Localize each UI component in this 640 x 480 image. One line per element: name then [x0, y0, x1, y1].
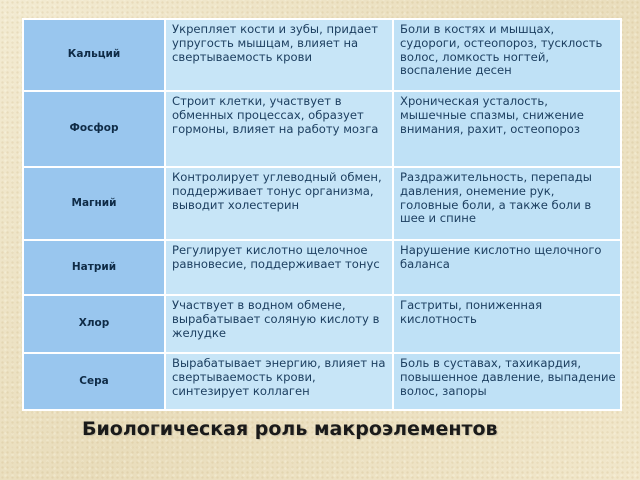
element-name: Магний: [71, 196, 117, 209]
element-name-cell: [23, 19, 165, 91]
function-cell: [165, 167, 393, 240]
deficiency-cell: [393, 353, 621, 410]
element-name: Хлор: [78, 317, 110, 330]
function-text: Участвует в водном обмене, вырабатывает соляную кислоту в желудке: [172, 298, 380, 340]
element-name: Фосфор: [69, 122, 119, 135]
function-text: Укрепляет кости и зубы, придает упругость мышцам, влияет на свертываемость крови: [172, 22, 378, 64]
deficiency-text: Гастриты, пониженная кислотность: [400, 298, 543, 326]
function-text: Строит клетки, участвует в обменных процессах, образует гормоны, влияет на работу мозга: [172, 94, 379, 136]
function-text: Вырабатывает энергию, влияет на свертываемость крови, синтезирует коллаген: [172, 356, 386, 398]
function-cell: [165, 353, 393, 410]
deficiency-text: Хроническая усталость, мышечные спазмы, снижение внимания, рахит, остеопороз: [400, 94, 584, 136]
element-name: Натрий: [71, 260, 117, 273]
deficiency-cell: [393, 19, 621, 91]
deficiency-cell: [393, 91, 621, 167]
slide-title: Биологическая роль макроэлементов: [82, 418, 498, 440]
function-text: Регулирует кислотно щелочное равновесие, поддерживает тонус: [172, 243, 380, 271]
table-row: [23, 91, 621, 167]
table-row: [23, 353, 621, 410]
deficiency-text: Раздражительность, перепады давления, онемение рук, головные боли, а также боли в шее и спине: [400, 170, 592, 226]
table-row: [23, 295, 621, 353]
element-name-cell: [23, 295, 165, 353]
element-name-cell: [23, 167, 165, 240]
deficiency-text: Боли в костях и мышцах, судороги, остеопороз, тусклость волос, ломкость ногтей, воспаление десен: [400, 22, 603, 78]
function-cell: [165, 295, 393, 353]
table-row: [23, 167, 621, 240]
function-cell: [165, 19, 393, 91]
element-name-cell: [23, 240, 165, 295]
deficiency-cell: [393, 240, 621, 295]
deficiency-cell: [393, 295, 621, 353]
macroelements-table: [22, 18, 622, 411]
function-cell: [165, 240, 393, 295]
deficiency-text: Нарушение кислотно щелочного баланса: [400, 243, 602, 271]
function-cell: [165, 91, 393, 167]
table-row: [23, 240, 621, 295]
deficiency-cell: [393, 167, 621, 240]
deficiency-text: Боль в суставах, тахикардия, повышенное давление, выпадение волос, запоры: [400, 356, 616, 398]
element-name-cell: [23, 353, 165, 410]
element-name-cell: [23, 91, 165, 167]
element-name: Сера: [79, 374, 109, 387]
element-name: Кальций: [67, 48, 121, 61]
function-text: Контролирует углеводный обмен, поддерживает тонус организма, выводит холестерин: [172, 170, 382, 212]
table-row: [23, 19, 621, 91]
